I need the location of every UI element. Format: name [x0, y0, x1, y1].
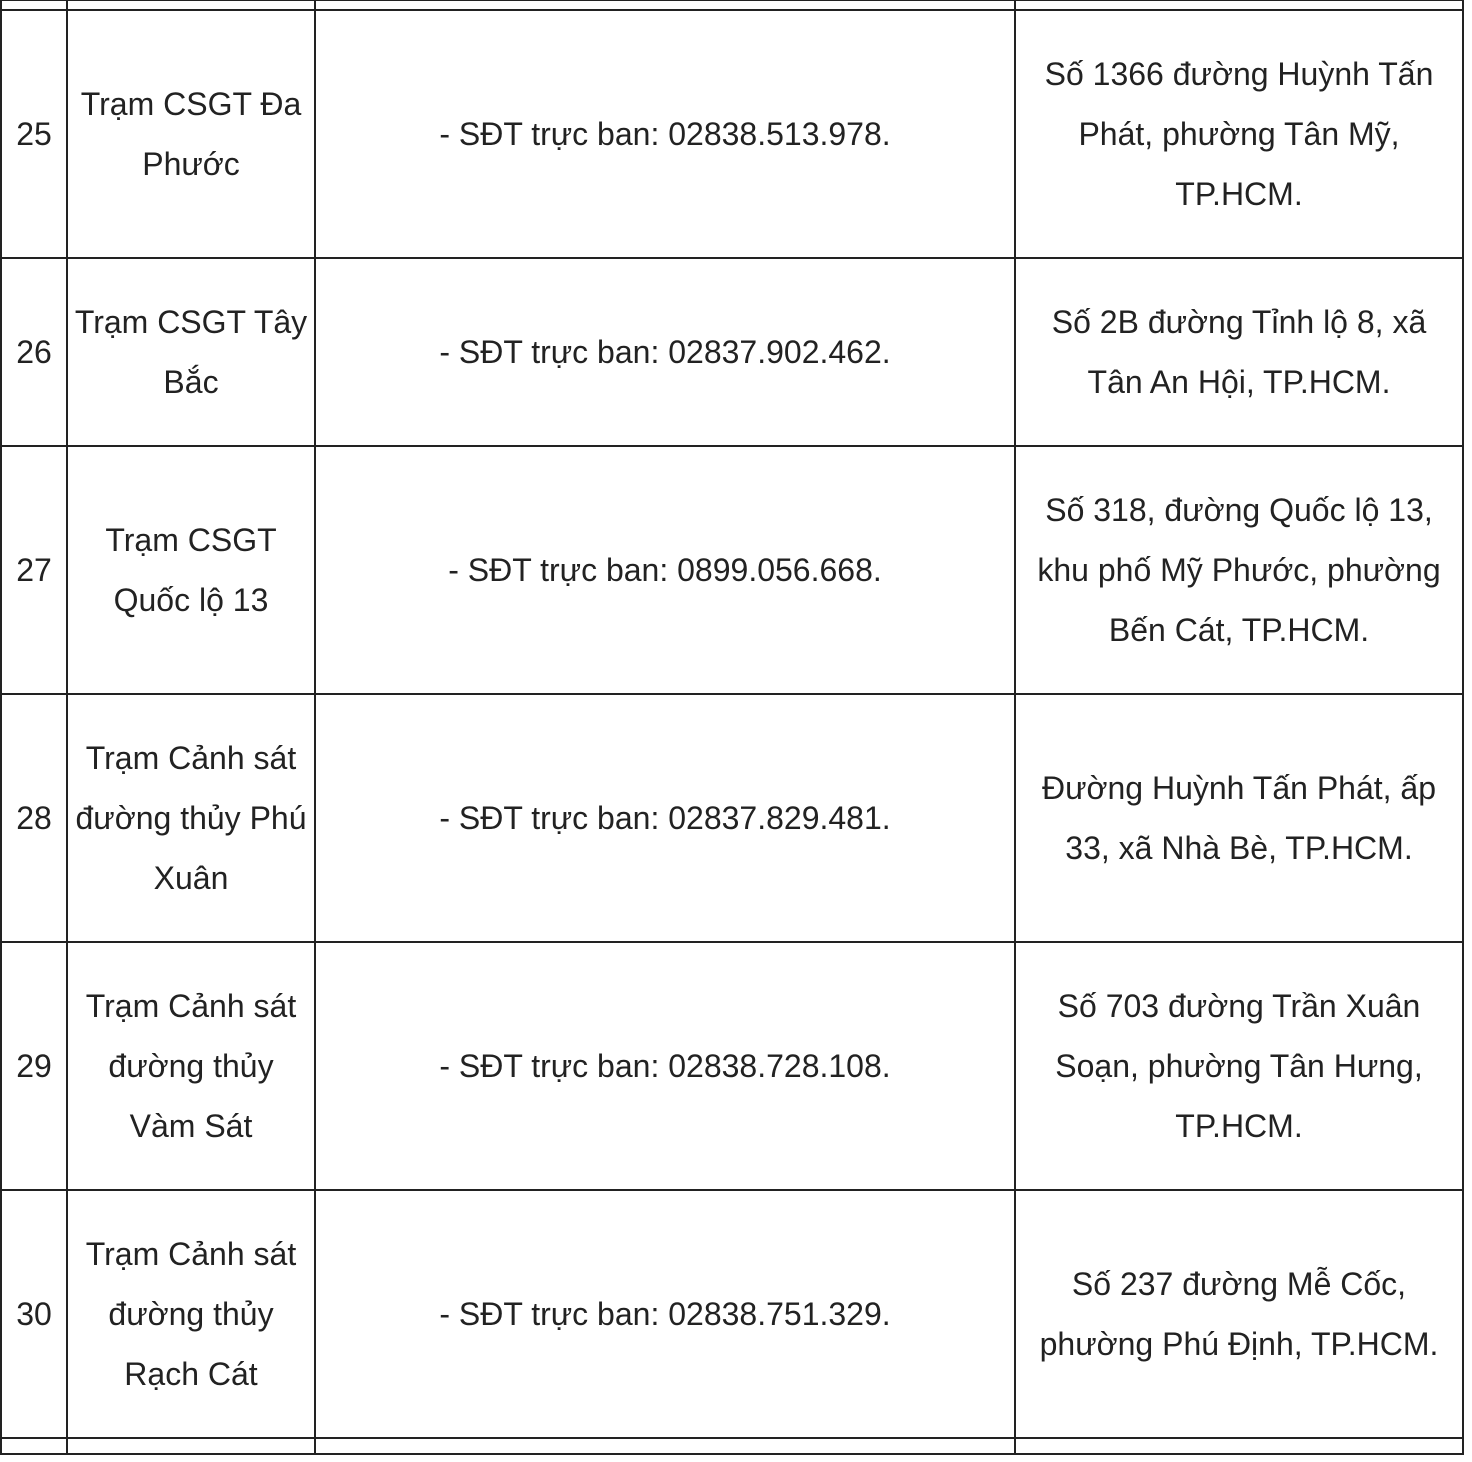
address: Số 237 đường Mễ Cốc, phường Phú Định, TP.HCM.	[1015, 1190, 1463, 1438]
table-cell	[1015, 1438, 1463, 1454]
address: Đường Huỳnh Tấn Phát, ấp 33, xã Nhà Bè, TP.HCM.	[1015, 694, 1463, 942]
table-row	[1, 942, 1463, 1190]
address: Số 1366 đường Huỳnh Tấn Phát, phường Tân Mỹ, TP.HCM.	[1015, 10, 1463, 258]
table-row-partial-top	[1, 0, 1463, 10]
duty-phone: - SĐT trực ban: 02838.751.329.	[315, 1190, 1015, 1438]
duty-phone: - SĐT trực ban: 0899.056.668.	[315, 446, 1015, 694]
duty-phone: - SĐT trực ban: 02838.728.108.	[315, 942, 1015, 1190]
row-number: 25	[1, 10, 67, 258]
table-row	[1, 694, 1463, 942]
unit-name: Trạm Cảnh sát đường thủy Phú Xuân	[67, 694, 315, 942]
row-number: 30	[1, 1190, 67, 1438]
duty-phone: - SĐT trực ban: 02837.902.462.	[315, 258, 1015, 446]
address: Số 703 đường Trần Xuân Soạn, phường Tân Hưng, TP.HCM.	[1015, 942, 1463, 1190]
table-row	[1, 10, 1463, 258]
unit-name: Trạm CSGT Quốc lộ 13	[67, 446, 315, 694]
address: Số 318, đường Quốc lộ 13, khu phố Mỹ Phước, phường Bến Cát, TP.HCM.	[1015, 446, 1463, 694]
duty-phone: - SĐT trực ban: 02838.513.978.	[315, 10, 1015, 258]
duty-phone: - SĐT trực ban: 02837.829.481.	[315, 694, 1015, 942]
table-cell	[67, 1438, 315, 1454]
table-row	[1, 258, 1463, 446]
table-cell	[1, 1438, 67, 1454]
unit-name: Trạm CSGT Đa Phước	[67, 10, 315, 258]
table-cell	[315, 1438, 1015, 1454]
table-row	[1, 1190, 1463, 1438]
table-cell	[1015, 0, 1463, 10]
unit-name: Trạm Cảnh sát đường thủy Vàm Sát	[67, 942, 315, 1190]
address: Số 2B đường Tỉnh lộ 8, xã Tân An Hội, TP.HCM.	[1015, 258, 1463, 446]
table-cell	[315, 0, 1015, 10]
unit-name: Trạm CSGT Tây Bắc	[67, 258, 315, 446]
unit-name: Trạm Cảnh sát đường thủy Rạch Cát	[67, 1190, 315, 1438]
row-number: 28	[1, 694, 67, 942]
table-row	[1, 446, 1463, 694]
row-number: 27	[1, 446, 67, 694]
table-row-partial-bottom	[1, 1438, 1463, 1454]
table-cell	[67, 0, 315, 10]
row-number: 26	[1, 258, 67, 446]
table-cell	[1, 0, 67, 10]
row-number: 29	[1, 942, 67, 1190]
